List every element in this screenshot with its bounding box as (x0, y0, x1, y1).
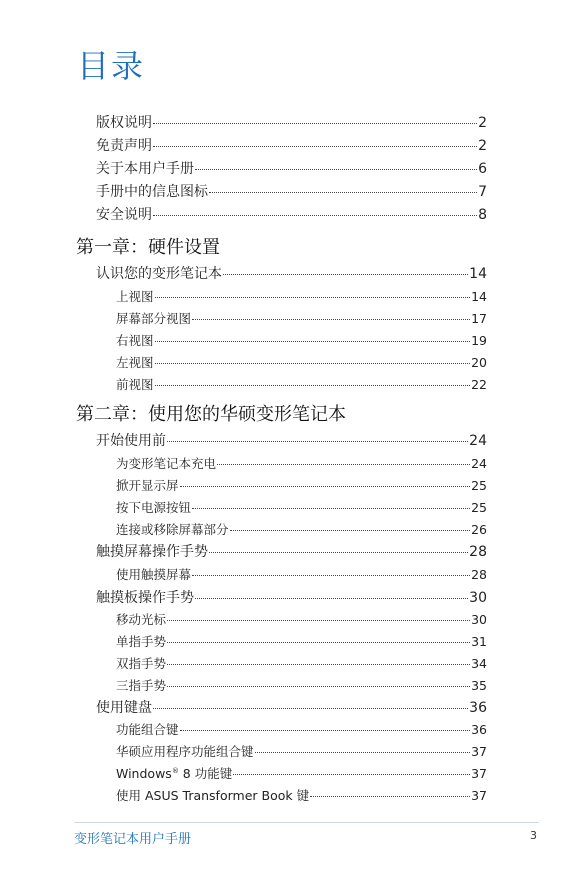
dot-leader (310, 795, 470, 797)
toc-page-number: 31 (471, 634, 487, 649)
toc-entry-icons[interactable] (96, 181, 487, 201)
toc-page-number: 24 (469, 433, 487, 449)
toc-page-number: 36 (471, 722, 487, 737)
toc-entry-label: 功能组合键 (116, 722, 179, 737)
dot-leader (180, 485, 471, 487)
toc-subentry[interactable] (116, 498, 487, 516)
dot-leader (230, 529, 471, 531)
toc-page-number: 36 (469, 700, 487, 716)
toc-entry-label: 版权说明 (96, 115, 152, 131)
toc-entry-disclaimer[interactable] (96, 135, 487, 155)
dot-leader (255, 751, 471, 753)
dot-leader (209, 191, 477, 193)
toc-page-number: 19 (471, 333, 487, 348)
dot-leader (155, 296, 471, 298)
toc-entry-label: 双指手势 (116, 656, 167, 671)
toc-page-number: 37 (471, 788, 487, 803)
toc-subentry[interactable] (116, 353, 487, 371)
dot-leader (195, 168, 477, 170)
toc-page-number: 2 (478, 138, 487, 154)
toc-subentry[interactable] (116, 565, 487, 583)
dot-leader (167, 663, 470, 665)
toc-subentry[interactable] (116, 676, 487, 694)
toc-page-number: 14 (471, 289, 487, 304)
toc-subentry[interactable] (116, 476, 487, 494)
toc-entry-label: 开始使用前 (96, 433, 166, 449)
toc-entry-label: 使用键盘 (96, 700, 152, 716)
toc-page-number: 6 (478, 161, 487, 177)
dot-leader (155, 340, 471, 342)
toc-page-number: 28 (471, 567, 487, 582)
footer-divider (74, 822, 539, 823)
toc-subentry[interactable] (116, 720, 487, 738)
toc-page-number: 25 (471, 478, 487, 493)
toc-entry-label: 左视图 (116, 355, 154, 370)
dot-leader (209, 551, 468, 553)
chapter-1-heading[interactable]: 第一章：硬件设置 (76, 237, 220, 258)
dot-leader (195, 597, 468, 599)
toc-subentry[interactable] (116, 786, 487, 804)
toc-entry-label: 触摸屏幕操作手势 (96, 544, 208, 560)
toc-page-number: 7 (478, 184, 487, 200)
toc-entry-label: 按下电源按钮 (116, 500, 192, 515)
toc-entry-label: 单指手势 (116, 634, 167, 649)
dot-leader (192, 574, 470, 576)
page-title: 目录 (77, 47, 146, 85)
toc-page-number: 20 (471, 355, 487, 370)
toc-page-number: 24 (471, 456, 487, 471)
toc-entry-getting-started[interactable] (96, 430, 487, 450)
chapter-2-heading[interactable]: 第二章：使用您的华硕变形笔记本 (76, 404, 346, 425)
dot-leader (153, 122, 477, 124)
dot-leader (153, 214, 477, 216)
dot-leader (155, 384, 471, 386)
toc-entry-label: 关于本用户手册 (96, 161, 194, 177)
toc-entry-label: 认识您的变形笔记本 (96, 266, 222, 282)
dot-leader (153, 707, 468, 709)
toc-subentry[interactable] (116, 454, 487, 472)
footer-page-number: 3 (530, 829, 537, 842)
toc-entry-label: 触摸板操作手势 (96, 590, 194, 606)
toc-entry-touchscreen-gestures[interactable] (96, 541, 487, 561)
dot-leader (217, 463, 470, 465)
toc-entry-label: 免责声明 (96, 138, 152, 154)
dot-leader (155, 362, 471, 364)
toc-entry-label: 移动光标 (116, 612, 167, 627)
toc-page-number: 30 (469, 590, 487, 606)
toc-entry-label: 右视图 (116, 333, 154, 348)
toc-subentry[interactable] (116, 309, 487, 327)
dot-leader (192, 507, 470, 509)
dot-leader (233, 773, 470, 775)
toc-page-number: 22 (471, 377, 487, 392)
toc-page-number: 8 (478, 207, 487, 223)
toc-page-number: 17 (471, 311, 487, 326)
toc-page-number: 34 (471, 656, 487, 671)
toc-subentry[interactable] (116, 610, 487, 628)
toc-page-number: 28 (469, 544, 487, 560)
toc-entry-safety[interactable] (96, 204, 487, 224)
toc-page-number: 37 (471, 744, 487, 759)
toc-entry-label-post: 8 功能键 (178, 766, 233, 781)
toc-entry-label: 三指手势 (116, 678, 167, 693)
toc-entry-label: 使用触摸屏幕 (116, 567, 192, 582)
toc-entry-label: 连接或移除屏幕部分 (116, 522, 229, 537)
toc-entry-touchpad-gestures[interactable] (96, 587, 487, 607)
toc-page-number: 25 (471, 500, 487, 515)
toc-entry-label: 使用 ASUS Transformer Book 键 (116, 788, 310, 803)
footer-manual-title: 变形笔记本用户手册 (74, 832, 192, 847)
toc-entry-about-manual[interactable] (96, 158, 487, 178)
dot-leader (167, 619, 470, 621)
dot-leader (167, 440, 468, 442)
toc-page-number: 2 (478, 115, 487, 131)
dot-leader (167, 685, 470, 687)
toc-subentry[interactable] (116, 742, 487, 760)
toc-subentry[interactable] (116, 331, 487, 349)
dot-leader (192, 318, 470, 320)
dot-leader (223, 273, 468, 275)
toc-entry-label: 安全说明 (96, 207, 152, 223)
toc-entry-copyright[interactable] (96, 112, 487, 132)
dot-leader (167, 641, 470, 643)
toc-entry-label-pre: Windows (116, 766, 172, 781)
toc-entry-label: 上视图 (116, 289, 154, 304)
dot-leader (153, 145, 477, 147)
toc-subentry[interactable] (116, 287, 487, 305)
toc-entry-know-notebook[interactable] (96, 263, 487, 283)
toc-subentry[interactable] (116, 764, 487, 782)
toc-page-number: 14 (469, 266, 487, 282)
toc-page-number: 37 (471, 766, 487, 781)
toc-entry-label: 华硕应用程序功能组合键 (116, 744, 254, 759)
toc-subentry[interactable] (116, 375, 487, 393)
toc-entry-label: 掀开显示屏 (116, 478, 179, 493)
toc-entry-label (116, 764, 232, 782)
toc-entry-label: 屏幕部分视图 (116, 311, 192, 326)
toc-subentry[interactable] (116, 654, 487, 672)
toc-entry-label: 前视图 (116, 377, 154, 392)
toc-page-number: 26 (471, 522, 487, 537)
toc-subentry[interactable] (116, 632, 487, 650)
dot-leader (180, 729, 471, 731)
toc-entry-label: 手册中的信息图标 (96, 184, 208, 200)
registered-mark: ® (171, 766, 179, 775)
toc-subentry[interactable] (116, 520, 487, 538)
toc-entry-keyboard[interactable] (96, 697, 487, 717)
toc-page-number: 30 (471, 612, 487, 627)
toc-entry-label: 为变形笔记本充电 (116, 456, 217, 471)
toc-page-number: 35 (471, 678, 487, 693)
